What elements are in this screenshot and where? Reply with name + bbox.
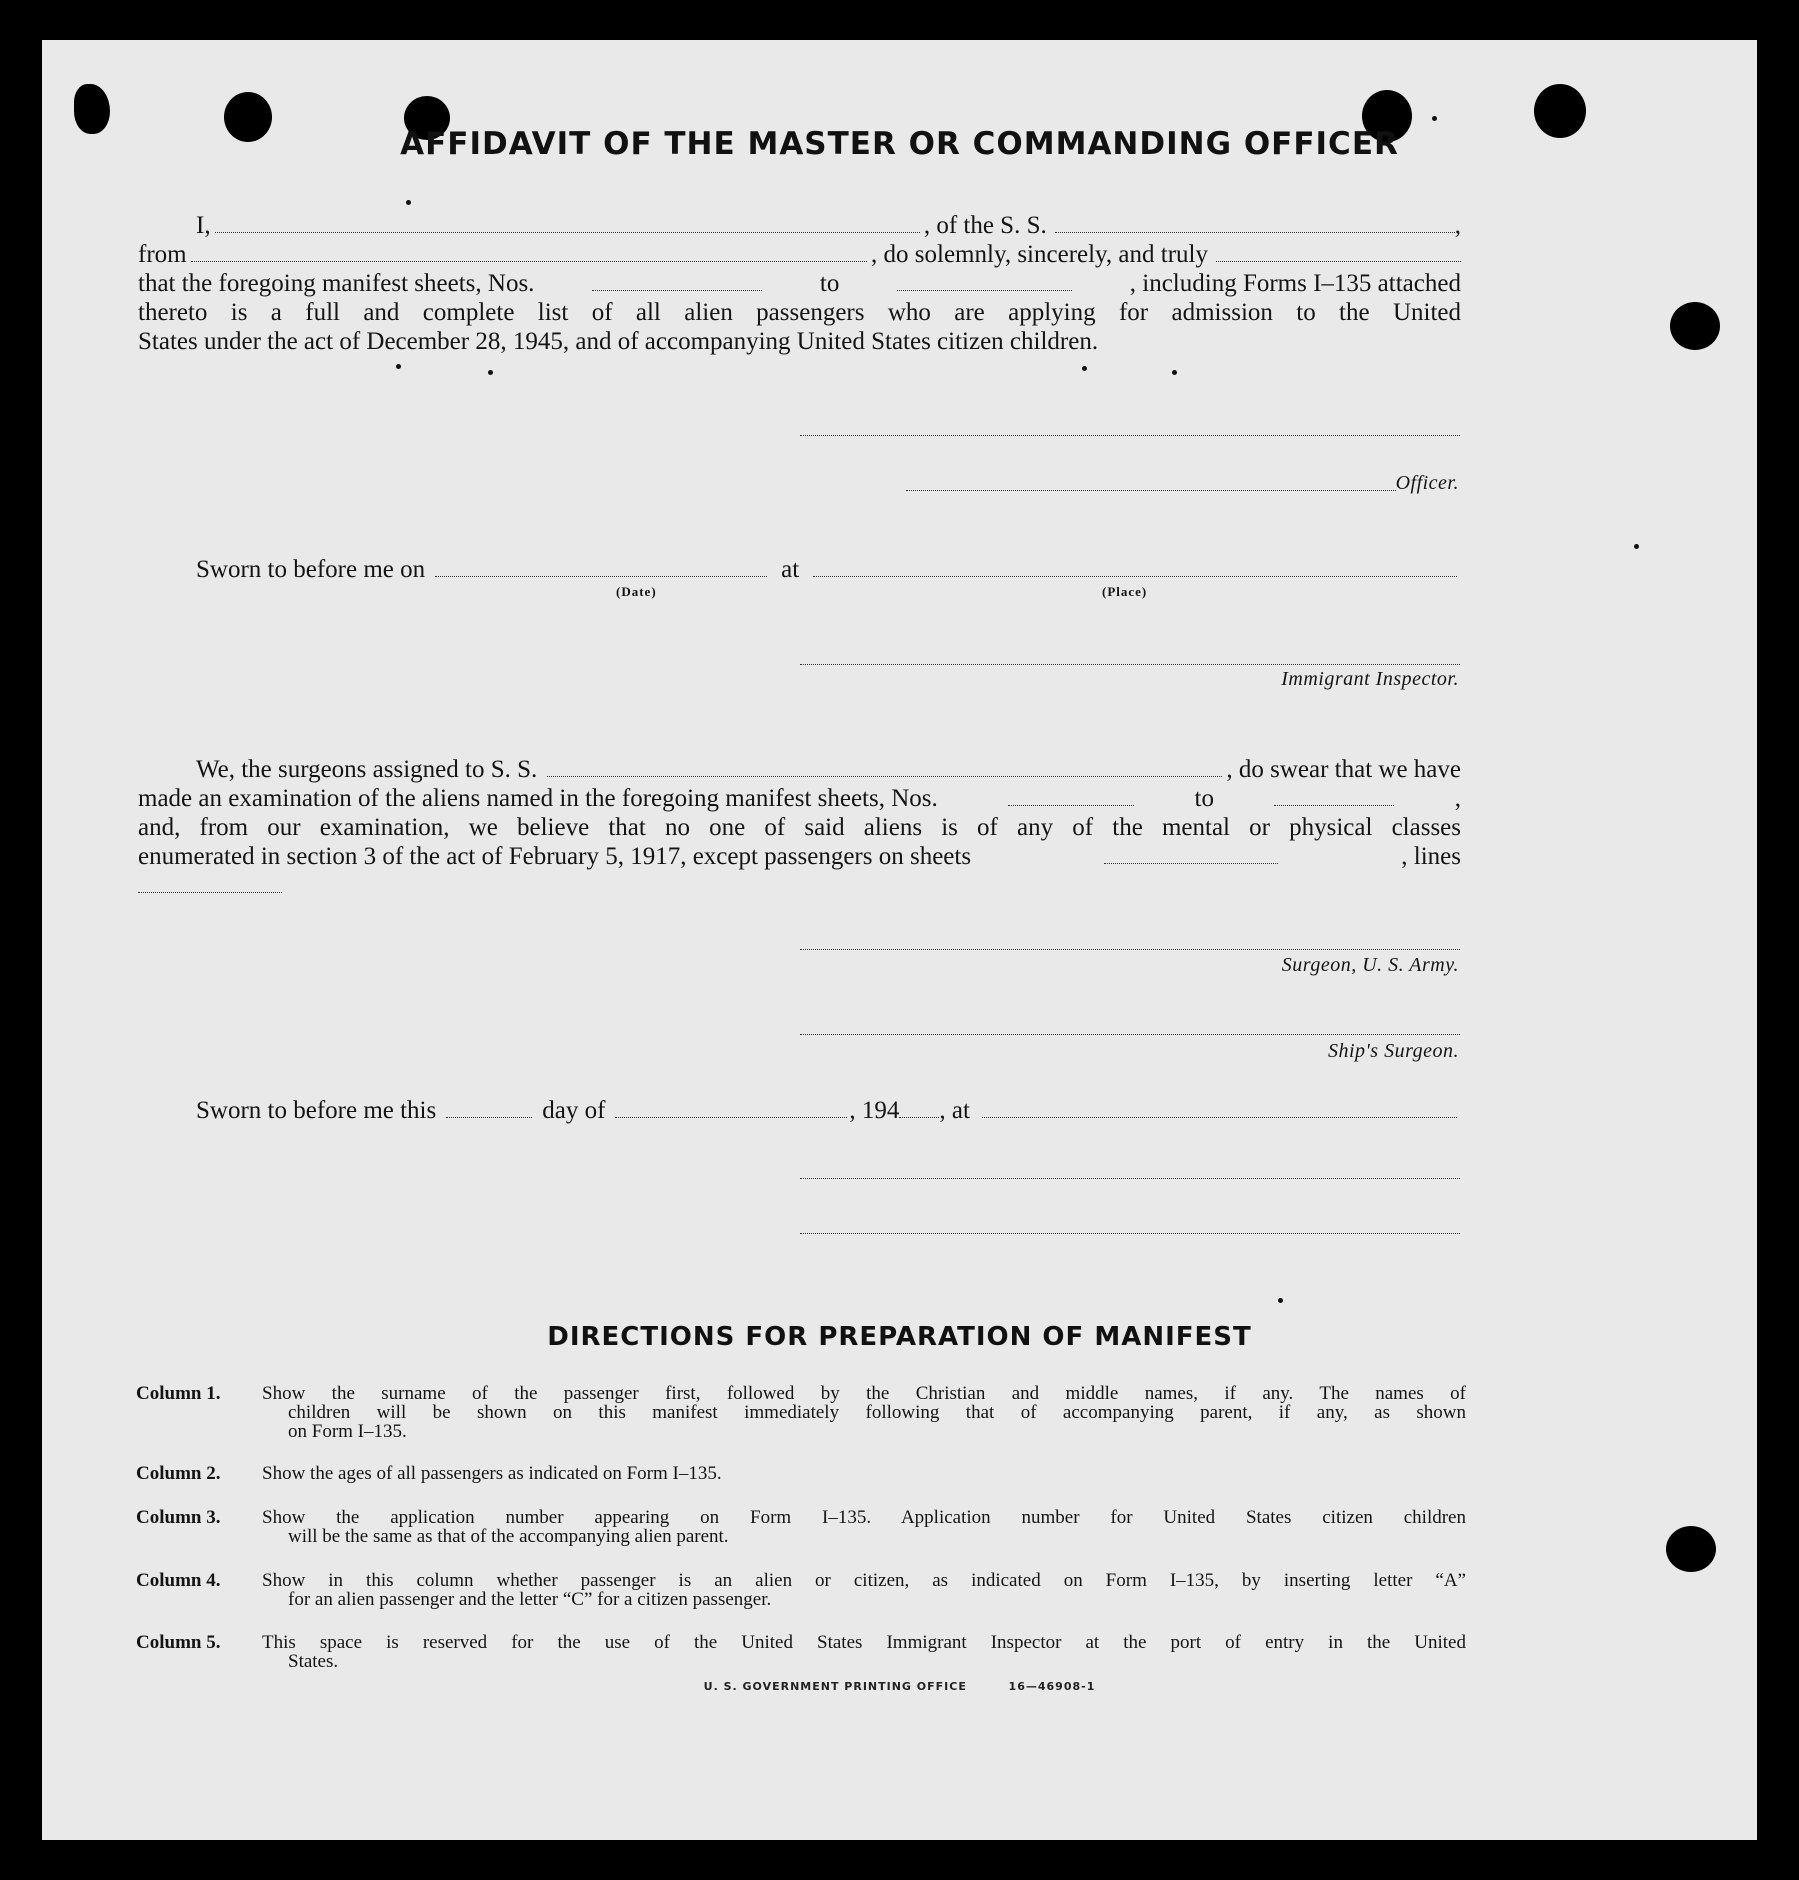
- form-sheet: [42, 40, 1757, 1840]
- officer-label: Officer.: [1395, 472, 1459, 494]
- speck: [396, 364, 401, 369]
- master-name-field[interactable]: [215, 214, 920, 233]
- sworn-date-field[interactable]: [435, 558, 767, 577]
- speck: [1634, 544, 1639, 549]
- sworn-day-field[interactable]: [446, 1099, 532, 1118]
- punch-hole: [1666, 1526, 1716, 1572]
- affidavit-line-5: States under the act of December 28, 1945, and of accompanying United States citizen children.: [138, 328, 1099, 355]
- affidavit-line-3: that the foregoing manifest sheets, Nos. to , including Forms I–135 attached: [138, 270, 1461, 297]
- sworn-month-field[interactable]: [615, 1099, 847, 1118]
- sworn-line-2: Sworn to before me this day of , 194 , at: [196, 1097, 1461, 1125]
- affidavit-line-4: thereto is a full and complete list of all alien passengers who are applying for admission to the United: [138, 299, 1461, 326]
- officer-title-line[interactable]: [906, 488, 1396, 491]
- speck: [1432, 116, 1437, 121]
- place-caption: (Place): [1102, 584, 1148, 599]
- sworn-signature-line-1[interactable]: [800, 1176, 1460, 1179]
- speck: [1172, 370, 1177, 375]
- ship-name-field[interactable]: [1055, 214, 1455, 233]
- surgeons-line-4: enumerated in section 3 of the act of February 5, 1917, except passengers on sheets , lines: [138, 843, 1461, 870]
- inspector-label: Immigrant Inspector.: [1281, 668, 1459, 690]
- except-lines-field[interactable]: [138, 890, 282, 893]
- printer-name: U. S. GOVERNMENT PRINTING OFFICE: [703, 1680, 967, 1693]
- direction-column-4: Column 4. Show in this column whether passenger is an alien or citizen, as indicated on Form I–135, by inserting letter “A” for an alien passenger and the letter “C” for a citizen passenger.: [136, 1570, 1466, 1610]
- ship-surgeon-label: Ship's Surgeon.: [1327, 1040, 1459, 1062]
- sworn-signature-line-2[interactable]: [800, 1231, 1460, 1234]
- master-signature-line[interactable]: [800, 433, 1460, 436]
- direction-column-2: Column 2. Show the ages of all passengers as indicated on Form I–135.: [136, 1463, 722, 1484]
- surgeons-line-3: and, from our examination, we believe that no one of said aliens is of any of the mental or physical classes: [138, 814, 1461, 841]
- surgeon-ship-field[interactable]: [547, 758, 1222, 777]
- surgeons-line-2: made an examination of the aliens named in the foregoing manifest sheets, Nos. to ,: [138, 785, 1461, 812]
- speck: [1082, 366, 1087, 371]
- inspector-signature-line[interactable]: [800, 662, 1460, 665]
- affidavit-line-2: from , do solemnly, sincerely, and truly: [138, 241, 1461, 269]
- sworn-place-field[interactable]: [813, 558, 1457, 577]
- oath-field[interactable]: [1216, 243, 1461, 262]
- affidavit-line-1: I, , of the S. S. ,: [196, 212, 1461, 239]
- sworn-at-field[interactable]: [982, 1099, 1457, 1118]
- speck: [488, 370, 493, 375]
- sheet-to-field[interactable]: [897, 272, 1072, 291]
- direction-column-1: Column 1. Show the surname of the passenger first, followed by the Christian and middle names, if any. The names of children will be shown on this manifest immediately following that of accompanying parent, if any, as shown on Form I–135.: [136, 1383, 1466, 1442]
- form-code: 16—46908-1: [1008, 1680, 1096, 1693]
- direction-column-3: Column 3. Show the application number appearing on Form I–135. Application number for United States citizen children will be the same as that of the accompanying alien parent.: [136, 1507, 1466, 1547]
- speck: [1278, 1298, 1283, 1303]
- army-surgeon-label: Surgeon, U. S. Army.: [1281, 954, 1459, 976]
- page-title: AFFIDAVIT OF THE MASTER OR COMMANDING OFFICER: [400, 126, 1399, 162]
- speck: [406, 200, 411, 205]
- exam-sheet-to-field[interactable]: [1274, 787, 1394, 806]
- surgeons-line-1: We, the surgeons assigned to S. S. , do swear that we have: [196, 756, 1461, 783]
- sworn-line-1: Sworn to before me on at: [196, 556, 1461, 584]
- sheet-from-field[interactable]: [592, 272, 762, 291]
- except-sheets-field[interactable]: [1104, 845, 1278, 864]
- army-surgeon-signature-line[interactable]: [800, 947, 1460, 950]
- ship-surgeon-signature-line[interactable]: [800, 1032, 1460, 1035]
- departure-port-field[interactable]: [191, 243, 867, 262]
- punch-hole: [1670, 302, 1720, 350]
- sworn-year-field[interactable]: [899, 1099, 939, 1118]
- exam-sheet-from-field[interactable]: [1008, 787, 1134, 806]
- direction-column-5: Column 5. This space is reserved for the use of the United States Immigrant Inspector at the port of entry in the United States.: [136, 1632, 1466, 1672]
- date-caption: (Date): [616, 584, 657, 599]
- printer-footer: [42, 1680, 1757, 1693]
- directions-title: DIRECTIONS FOR PREPARATION OF MANIFEST: [547, 1322, 1252, 1352]
